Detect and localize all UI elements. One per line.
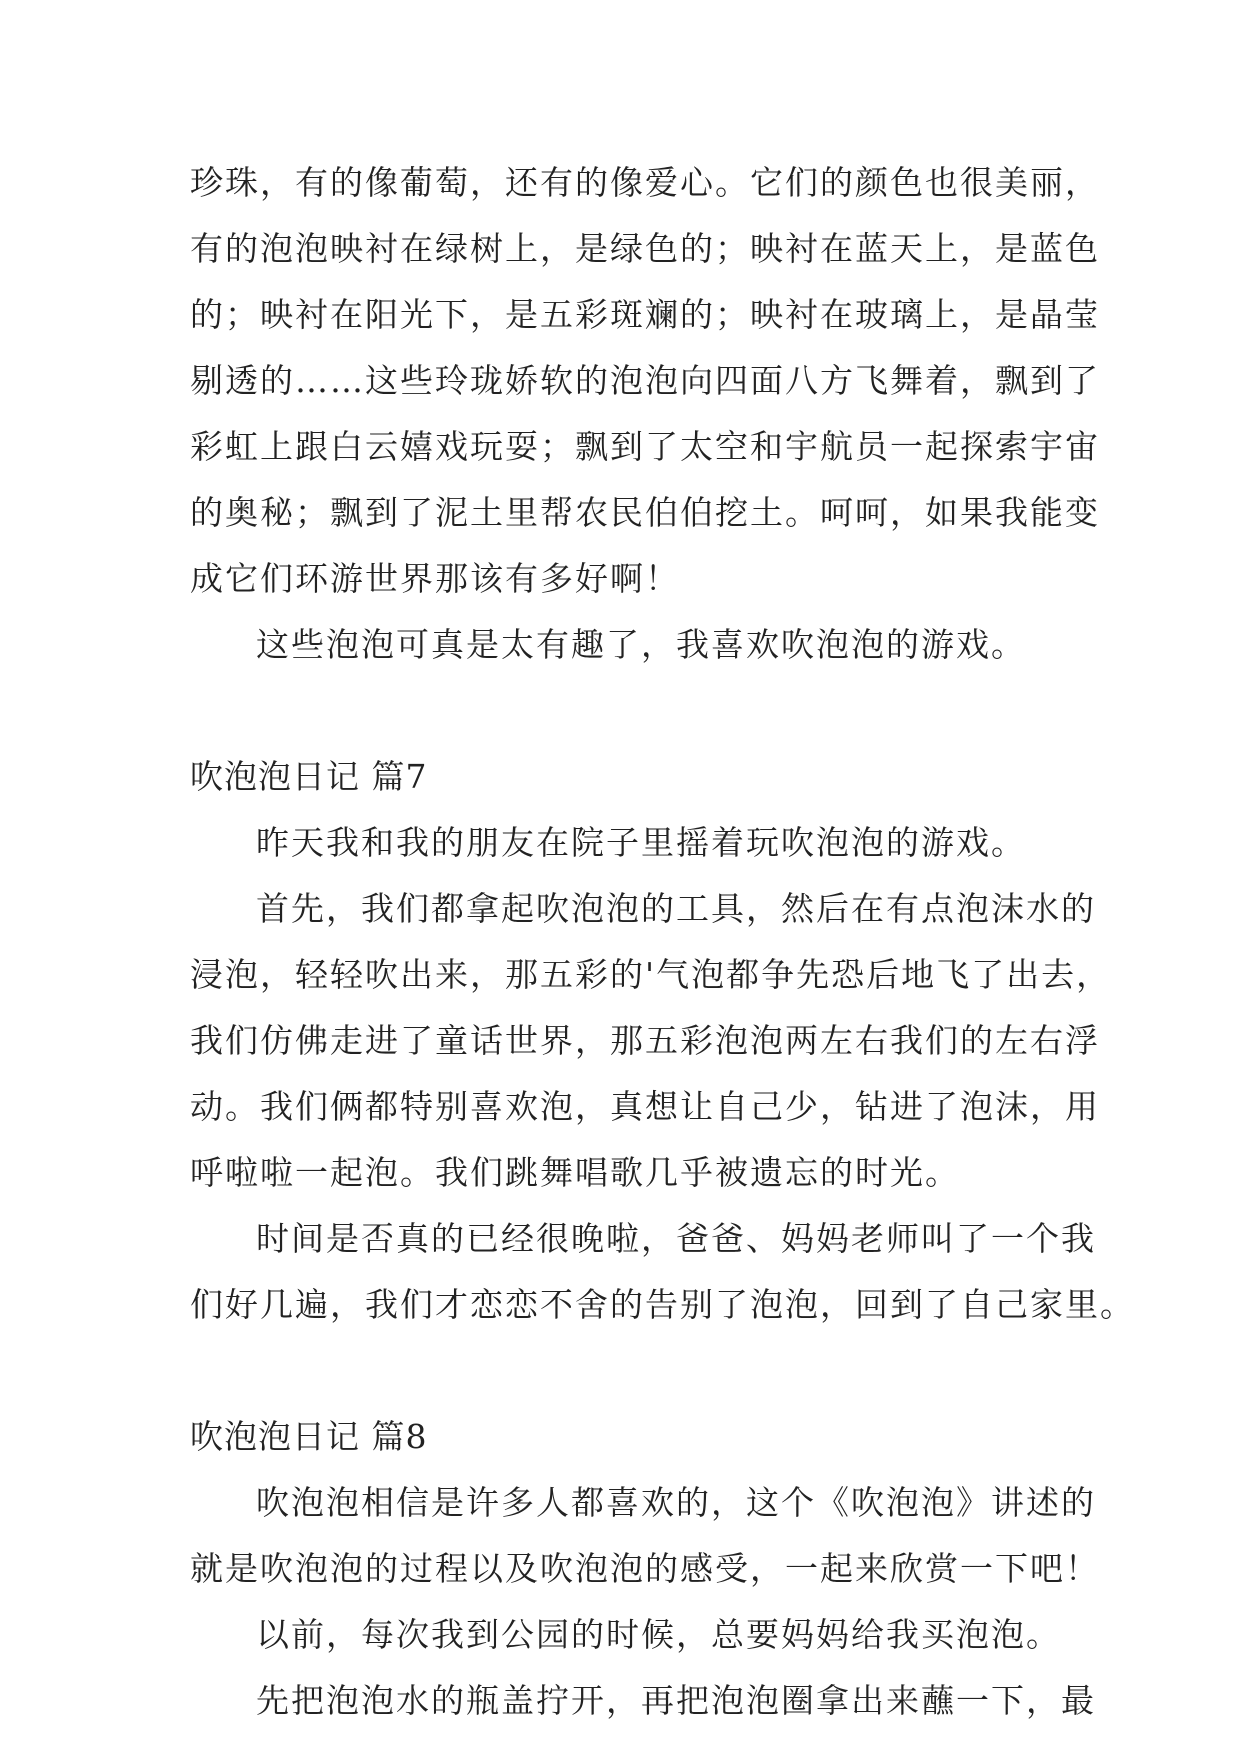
paragraph: [190, 1602, 1080, 1668]
section-gap: [190, 1338, 1080, 1404]
text-line: 剔透的……这些玲珑娇软的泡泡向四面八方飞舞着，飘到了: [190, 361, 1100, 400]
text-line: 吹泡泡相信是许多人都喜欢的，这个《吹泡泡》讲述的: [256, 1483, 1096, 1522]
document-page: [190, 150, 1135, 1734]
paragraph: [190, 1668, 1096, 1734]
paragraph: [190, 810, 1080, 876]
section-heading: 吹泡泡日记 篇8: [190, 1417, 428, 1456]
text-line: 彩虹上跟白云嬉戏玩耍；飘到了太空和宇航员一起探索宇宙: [190, 427, 1100, 466]
text-line: 们好几遍，我们才恋恋不舍的告别了泡泡，回到了自己家里。: [190, 1285, 1135, 1324]
text-line: 我们仿佛走进了童话世界，那五彩泡泡两左右我们的左右浮: [190, 1021, 1100, 1060]
text-line: 先把泡泡水的瓶盖拧开，再把泡泡圈拿出来蘸一下，最: [256, 1681, 1096, 1720]
text-line: 有的泡泡映衬在绿树上，是绿色的；映衬在蓝天上，是蓝色: [190, 229, 1100, 268]
paragraph: [190, 1470, 1100, 1602]
text-line: 的奥秘；飘到了泥土里帮农民伯伯挖土。呵呵，如果我能变: [190, 493, 1100, 532]
paragraph: [190, 1206, 1135, 1338]
text-line: 浸泡，轻轻吹出来，那五彩的'气泡都争先恐后地飞了出去，: [190, 955, 1112, 994]
text-line: 呼啦啦一起泡。我们跳舞唱歌几乎被遗忘的时光。: [190, 1153, 960, 1192]
section-gap: [190, 678, 1080, 744]
text-line: 以前，每次我到公园的时候，总要妈妈给我买泡泡。: [256, 1615, 1061, 1654]
paragraph: [190, 150, 1100, 612]
text-line: 珍珠，有的像葡萄，还有的像爱心。它们的颜色也很美丽，: [190, 163, 1100, 202]
text-line: 这些泡泡可真是太有趣了，我喜欢吹泡泡的游戏。: [256, 625, 1026, 664]
section-heading: 吹泡泡日记 篇7: [190, 757, 428, 796]
text-line: 就是吹泡泡的过程以及吹泡泡的感受，一起来欣赏一下吧！: [190, 1549, 1100, 1588]
paragraph: [190, 876, 1112, 1206]
text-line: 时间是否真的已经很晚啦，爸爸、妈妈老师叫了一个我: [256, 1219, 1096, 1258]
text-line: 成它们环游世界那该有多好啊！: [190, 559, 680, 598]
text-line: 的；映衬在阳光下，是五彩斑斓的；映衬在玻璃上，是晶莹: [190, 295, 1100, 334]
paragraph: [190, 612, 1080, 678]
text-line: 动。我们俩都特别喜欢泡，真想让自己少，钻进了泡沫，用: [190, 1087, 1100, 1126]
text-line: 昨天我和我的朋友在院子里摇着玩吹泡泡的游戏。: [256, 823, 1026, 862]
text-line: 首先，我们都拿起吹泡泡的工具，然后在有点泡沫水的: [256, 889, 1096, 928]
